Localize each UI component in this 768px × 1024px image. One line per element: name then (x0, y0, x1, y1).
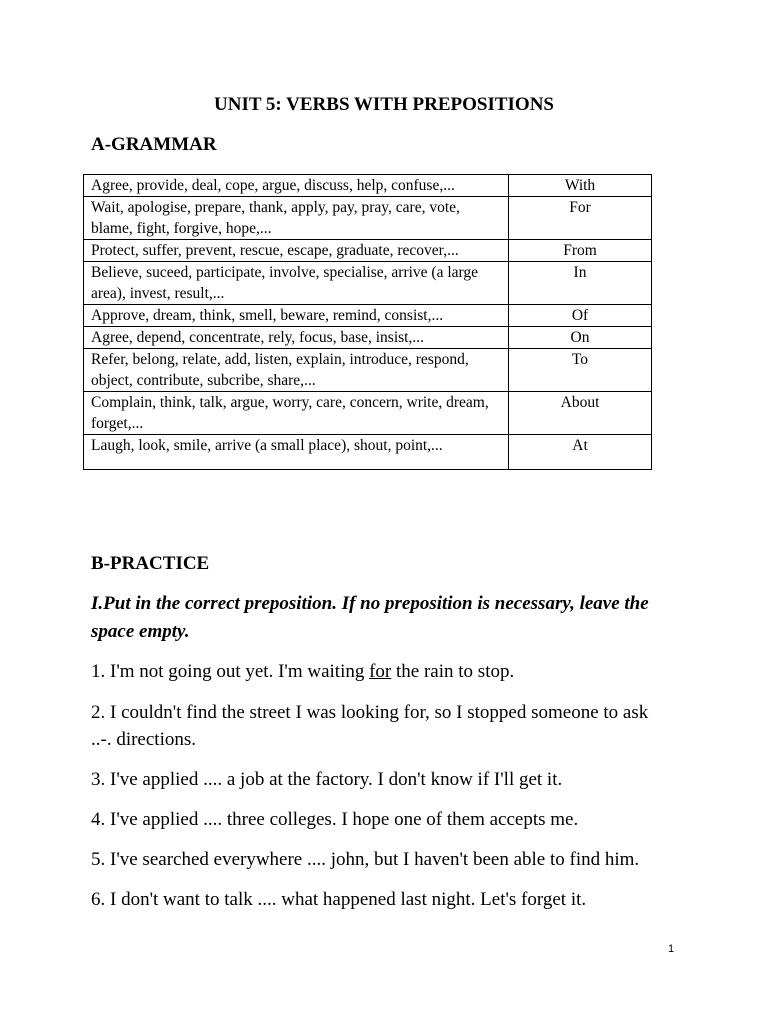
exercise-instruction: I.Put in the correct preposition. If no preposition is necessary, leave the space empty. (91, 593, 649, 642)
table-row (84, 262, 652, 305)
verbs-cell: Believe, suceed, participate, involve, specialise, arrive (a large area), invest, result,... (84, 262, 509, 305)
verbs-cell: Refer, belong, relate, add, listen, explain, introduce, respond, object, contribute, subcribe, share,... (84, 349, 509, 392)
page-title: UNIT 5: VERBS WITH PREPOSITIONS (214, 94, 554, 115)
verbs-cell: Approve, dream, think, smell, beware, remind, consist,... (84, 305, 509, 327)
preposition-cell: To (509, 349, 652, 392)
preposition-cell: In (509, 262, 652, 305)
table-row (84, 240, 652, 262)
verbs-cell: Agree, provide, deal, cope, argue, discuss, help, confuse,... (84, 175, 509, 197)
exercise-item-4: 4. I've applied .... three colleges. I hope one of them accepts me. (91, 809, 579, 830)
preposition-cell: On (509, 327, 652, 349)
exercise-item-6: 6. I don't want to talk .... what happened last night. Let's forget it. (91, 889, 587, 910)
preposition-cell: For (509, 197, 652, 240)
table-row (84, 349, 652, 392)
exercise-item-3: 3. I've applied .... a job at the factory. I don't know if I'll get it. (91, 769, 563, 790)
grammar-table (83, 174, 652, 470)
preposition-cell: At (509, 435, 652, 470)
preposition-cell: From (509, 240, 652, 262)
item-text: the rain to stop. (391, 661, 515, 682)
table-row (84, 305, 652, 327)
table-row (84, 435, 652, 470)
practice-heading: B-PRACTICE (91, 553, 210, 574)
verbs-cell: Complain, think, talk, argue, worry, care, concern, write, dream, forget,... (84, 392, 509, 435)
verbs-cell: Laugh, look, smile, arrive (a small place), shout, point,... (84, 435, 509, 470)
exercise-item-5: 5. I've searched everywhere .... john, but I haven't been able to find him. (91, 849, 640, 870)
verbs-cell: Agree, depend, concentrate, rely, focus, base, insist,... (84, 327, 509, 349)
table-row (84, 327, 652, 349)
exercise-item-1 (91, 658, 691, 685)
page-number: 1 (668, 943, 675, 955)
preposition-cell: Of (509, 305, 652, 327)
verbs-cell: Wait, apologise, prepare, thank, apply, pay, pray, care, vote, blame, fight, forgive, hope,... (84, 197, 509, 240)
item-text: 1. I'm not going out yet. I'm waiting (91, 661, 370, 682)
exercise-item-2: 2. I couldn't find the street I was looking for, so I stopped someone to ask ..-. directions. (91, 702, 649, 750)
table-row (84, 197, 652, 240)
verbs-cell: Protect, suffer, prevent, rescue, escape, graduate, recover,... (84, 240, 509, 262)
answer-text: for (369, 661, 392, 682)
preposition-cell: About (509, 392, 652, 435)
grammar-heading: A-GRAMMAR (91, 134, 217, 155)
preposition-cell: With (509, 175, 652, 197)
table-row (84, 175, 652, 197)
table-row (84, 392, 652, 435)
